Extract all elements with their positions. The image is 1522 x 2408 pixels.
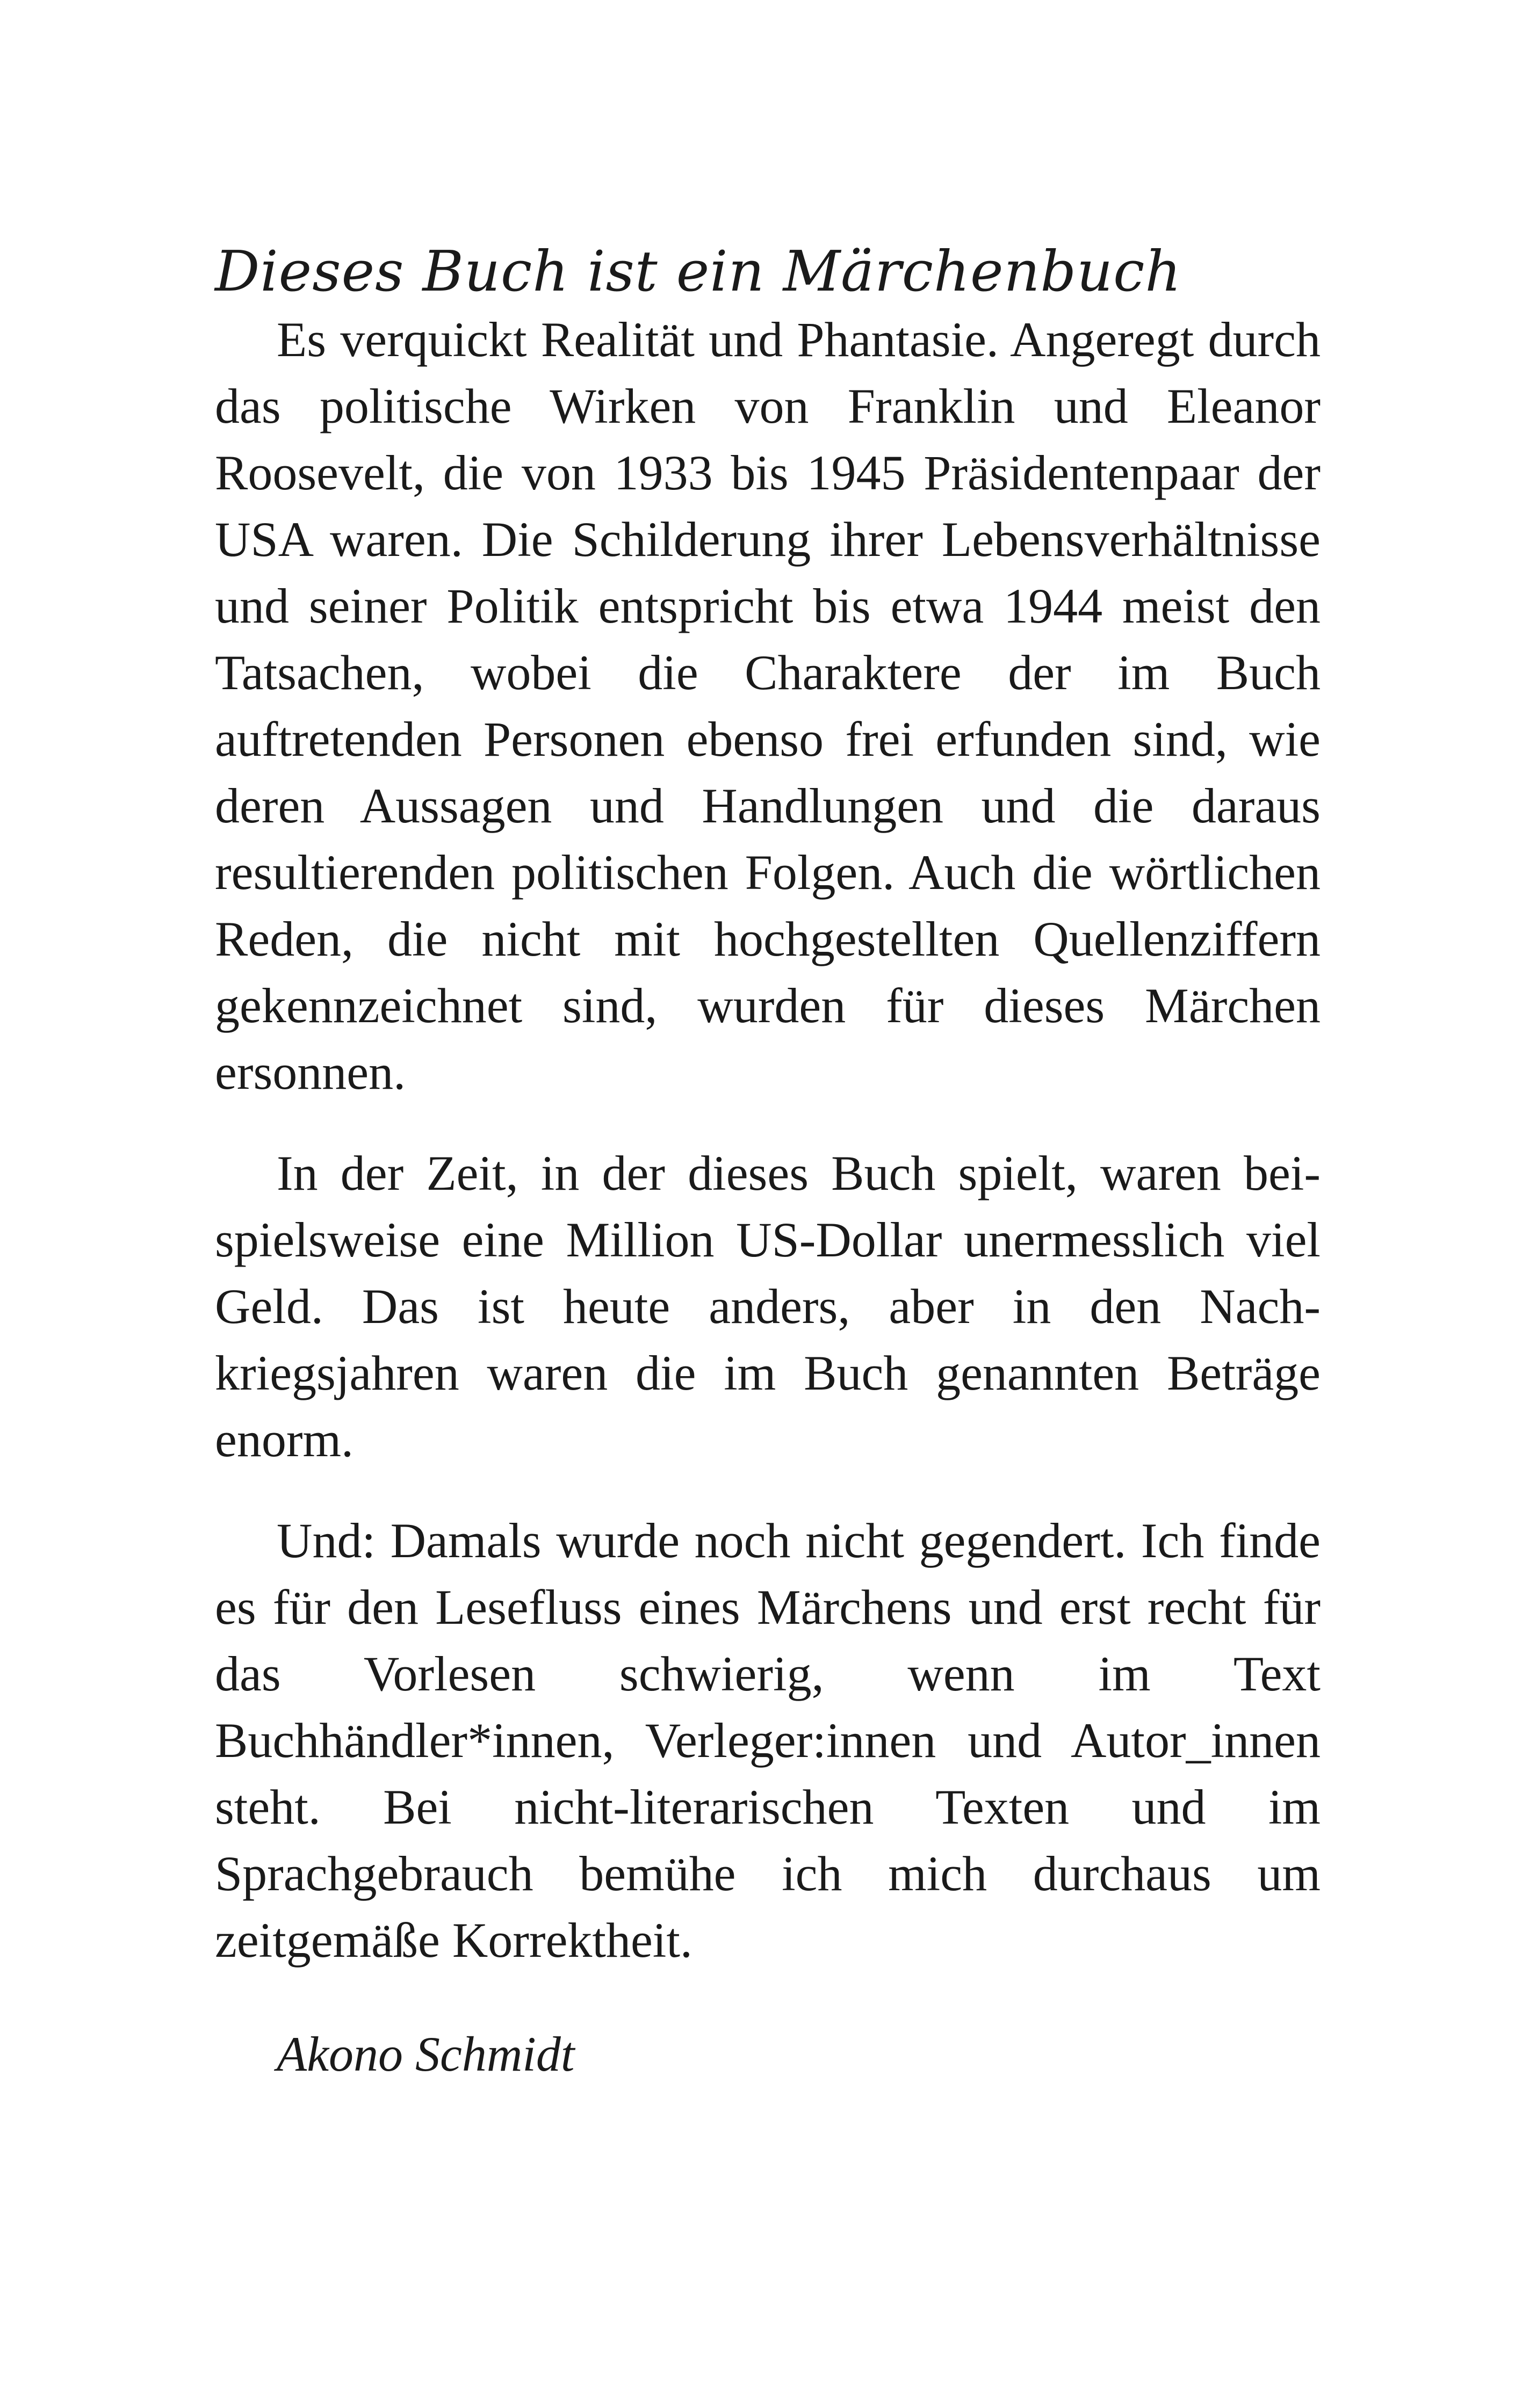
- paragraph-intro: Es verquickt Realität und Phantasie. Angeregt durch das politische Wirken von Franklin und Eleanor Roosevelt, die von 1933 bis 1945 Präsidentenpaar der USA waren. Die Schilderung ihrer Lebensverhältnisse und seiner Politik entspricht bis etwa 1944 meist den Tatsachen, wobei die Charaktere der im Buch auftretenden Personen ebenso frei erfunden sind, wie deren Aussagen und Handlungen und die daraus resultierenden politischen Folgen. Auch die wörtlichen Reden, die nicht mit hochgestellten Quellenziffern gekennzeichnet sind, wurden für dieses Märchen ersonnen.: [215, 312, 1321, 1100]
- author-signature: Akono Schmidt: [277, 2027, 575, 2081]
- chapter-heading: Dieses Buch ist ein Märchenbuch: [215, 238, 1182, 304]
- paragraph-gendering: Und: Damals wurde noch nicht gegendert. Ich finde es für den Lesefluss eines Märchens und erst recht für das Vorlesen schwierig, wenn im Text Buchhändler*innen, Verleger:innen und Autor_innen steht. Bei nicht-literarischen Texten und im Sprachgebrauch bemühe ich mich durchaus um zeitgemäße Korrektheit.: [215, 1513, 1321, 1968]
- book-page: [215, 236, 1321, 2087]
- paragraph-money: In der Zeit, in der dieses Buch spielt, waren beispielsweise eine Million US-Dollar unermesslich viel Geld. Das ist heute anders, aber in den Nachkriegsjahren waren die im Buch genannten Beträge enorm.: [215, 1146, 1321, 1467]
